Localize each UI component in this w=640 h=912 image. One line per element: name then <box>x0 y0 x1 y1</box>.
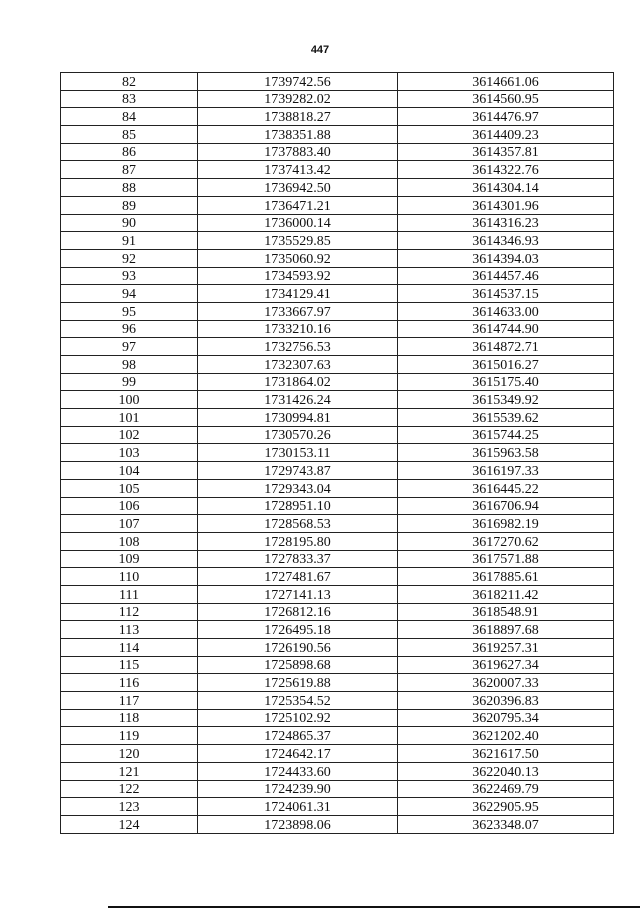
x-coordinate-cell: 1725354.52 <box>198 692 398 710</box>
point-number-cell: 118 <box>61 709 198 727</box>
y-coordinate-cell: 3614661.06 <box>398 73 614 91</box>
x-coordinate-cell: 1724642.17 <box>198 745 398 763</box>
table-row <box>61 798 614 816</box>
y-coordinate-cell: 3614301.96 <box>398 196 614 214</box>
y-coordinate-cell: 3614394.03 <box>398 249 614 267</box>
x-coordinate-cell: 1733210.16 <box>198 320 398 338</box>
x-coordinate-cell: 1735060.92 <box>198 249 398 267</box>
x-coordinate-cell: 1737883.40 <box>198 143 398 161</box>
point-number-cell: 97 <box>61 338 198 356</box>
table-row <box>61 692 614 710</box>
y-coordinate-cell: 3620396.83 <box>398 692 614 710</box>
point-number-cell: 103 <box>61 444 198 462</box>
x-coordinate-cell: 1736471.21 <box>198 196 398 214</box>
point-number-cell: 120 <box>61 745 198 763</box>
point-number-cell: 122 <box>61 780 198 798</box>
x-coordinate-cell: 1733667.97 <box>198 302 398 320</box>
y-coordinate-cell: 3615539.62 <box>398 409 614 427</box>
point-number-cell: 92 <box>61 249 198 267</box>
point-number-cell: 107 <box>61 515 198 533</box>
table-row <box>61 249 614 267</box>
y-coordinate-cell: 3621202.40 <box>398 727 614 745</box>
table-row <box>61 515 614 533</box>
x-coordinate-cell: 1729343.04 <box>198 479 398 497</box>
y-coordinate-cell: 3614357.81 <box>398 143 614 161</box>
table-row <box>61 126 614 144</box>
point-number-cell: 112 <box>61 603 198 621</box>
point-number-cell: 123 <box>61 798 198 816</box>
point-number-cell: 119 <box>61 727 198 745</box>
table-row <box>61 444 614 462</box>
x-coordinate-cell: 1730994.81 <box>198 409 398 427</box>
x-coordinate-cell: 1724239.90 <box>198 780 398 798</box>
x-coordinate-cell: 1727141.13 <box>198 585 398 603</box>
point-number-cell: 94 <box>61 285 198 303</box>
y-coordinate-cell: 3617571.88 <box>398 550 614 568</box>
point-number-cell: 99 <box>61 373 198 391</box>
table-row <box>61 745 614 763</box>
y-coordinate-cell: 3618548.91 <box>398 603 614 621</box>
x-coordinate-cell: 1732307.63 <box>198 356 398 374</box>
table-row <box>61 302 614 320</box>
y-coordinate-cell: 3617885.61 <box>398 568 614 586</box>
point-number-cell: 114 <box>61 639 198 657</box>
point-number-cell: 100 <box>61 391 198 409</box>
x-coordinate-cell: 1728568.53 <box>198 515 398 533</box>
y-coordinate-cell: 3614872.71 <box>398 338 614 356</box>
y-coordinate-cell: 3619257.31 <box>398 639 614 657</box>
y-coordinate-cell: 3614560.95 <box>398 90 614 108</box>
table-row <box>61 267 614 285</box>
point-number-cell: 102 <box>61 426 198 444</box>
y-coordinate-cell: 3620795.34 <box>398 709 614 727</box>
table-row <box>61 479 614 497</box>
point-number-cell: 82 <box>61 73 198 91</box>
y-coordinate-cell: 3619627.34 <box>398 656 614 674</box>
point-number-cell: 83 <box>61 90 198 108</box>
table-row <box>61 762 614 780</box>
x-coordinate-cell: 1734129.41 <box>198 285 398 303</box>
x-coordinate-cell: 1731426.24 <box>198 391 398 409</box>
y-coordinate-cell: 3615963.58 <box>398 444 614 462</box>
x-coordinate-cell: 1739742.56 <box>198 73 398 91</box>
y-coordinate-cell: 3622040.13 <box>398 762 614 780</box>
point-number-cell: 106 <box>61 497 198 515</box>
table-row <box>61 356 614 374</box>
y-coordinate-cell: 3617270.62 <box>398 532 614 550</box>
x-coordinate-cell: 1728195.80 <box>198 532 398 550</box>
x-coordinate-cell: 1729743.87 <box>198 462 398 480</box>
x-coordinate-cell: 1725619.88 <box>198 674 398 692</box>
table-row <box>61 780 614 798</box>
x-coordinate-cell: 1727481.67 <box>198 568 398 586</box>
x-coordinate-cell: 1735529.85 <box>198 232 398 250</box>
point-number-cell: 105 <box>61 479 198 497</box>
point-number-cell: 90 <box>61 214 198 232</box>
table-row <box>61 285 614 303</box>
point-number-cell: 104 <box>61 462 198 480</box>
table-row <box>61 585 614 603</box>
table-row <box>61 568 614 586</box>
y-coordinate-cell: 3614537.15 <box>398 285 614 303</box>
y-coordinate-cell: 3615175.40 <box>398 373 614 391</box>
x-coordinate-cell: 1731864.02 <box>198 373 398 391</box>
point-number-cell: 121 <box>61 762 198 780</box>
y-coordinate-cell: 3615349.92 <box>398 391 614 409</box>
x-coordinate-cell: 1723898.06 <box>198 815 398 833</box>
x-coordinate-cell: 1730153.11 <box>198 444 398 462</box>
x-coordinate-cell: 1738818.27 <box>198 108 398 126</box>
table-row <box>61 196 614 214</box>
point-number-cell: 111 <box>61 585 198 603</box>
page-number: 447 <box>310 44 330 56</box>
point-number-cell: 101 <box>61 409 198 427</box>
table-row <box>61 143 614 161</box>
table-row <box>61 214 614 232</box>
x-coordinate-cell: 1734593.92 <box>198 267 398 285</box>
x-coordinate-cell: 1724061.31 <box>198 798 398 816</box>
table-row <box>61 639 614 657</box>
point-number-cell: 110 <box>61 568 198 586</box>
point-number-cell: 86 <box>61 143 198 161</box>
y-coordinate-cell: 3615016.27 <box>398 356 614 374</box>
y-coordinate-cell: 3614346.93 <box>398 232 614 250</box>
point-number-cell: 84 <box>61 108 198 126</box>
point-number-cell: 93 <box>61 267 198 285</box>
table-row <box>61 550 614 568</box>
point-number-cell: 117 <box>61 692 198 710</box>
point-number-cell: 85 <box>61 126 198 144</box>
y-coordinate-cell: 3616982.19 <box>398 515 614 533</box>
point-number-cell: 109 <box>61 550 198 568</box>
y-coordinate-cell: 3618211.42 <box>398 585 614 603</box>
point-number-cell: 98 <box>61 356 198 374</box>
table-row <box>61 426 614 444</box>
x-coordinate-cell: 1728951.10 <box>198 497 398 515</box>
table-row <box>61 462 614 480</box>
y-coordinate-cell: 3614322.76 <box>398 161 614 179</box>
table-row <box>61 179 614 197</box>
x-coordinate-cell: 1738351.88 <box>198 126 398 144</box>
y-coordinate-cell: 3614476.97 <box>398 108 614 126</box>
table-row <box>61 338 614 356</box>
y-coordinate-cell: 3614316.23 <box>398 214 614 232</box>
table-row <box>61 391 614 409</box>
table-row <box>61 532 614 550</box>
x-coordinate-cell: 1736000.14 <box>198 214 398 232</box>
y-coordinate-cell: 3615744.25 <box>398 426 614 444</box>
x-coordinate-cell: 1726495.18 <box>198 621 398 639</box>
coordinates-table-body <box>61 73 614 834</box>
table-row <box>61 727 614 745</box>
x-coordinate-cell: 1725898.68 <box>198 656 398 674</box>
table-row <box>61 320 614 338</box>
table-row <box>61 815 614 833</box>
table-row <box>61 73 614 91</box>
x-coordinate-cell: 1726812.16 <box>198 603 398 621</box>
table-row <box>61 621 614 639</box>
point-number-cell: 116 <box>61 674 198 692</box>
table-row <box>61 161 614 179</box>
x-coordinate-cell: 1726190.56 <box>198 639 398 657</box>
y-coordinate-cell: 3616197.33 <box>398 462 614 480</box>
x-coordinate-cell: 1736942.50 <box>198 179 398 197</box>
x-coordinate-cell: 1737413.42 <box>198 161 398 179</box>
table-row <box>61 232 614 250</box>
y-coordinate-cell: 3616445.22 <box>398 479 614 497</box>
coordinates-table <box>60 72 614 834</box>
y-coordinate-cell: 3614633.00 <box>398 302 614 320</box>
table-row <box>61 674 614 692</box>
point-number-cell: 115 <box>61 656 198 674</box>
point-number-cell: 89 <box>61 196 198 214</box>
y-coordinate-cell: 3614409.23 <box>398 126 614 144</box>
point-number-cell: 91 <box>61 232 198 250</box>
table-row <box>61 409 614 427</box>
x-coordinate-cell: 1739282.02 <box>198 90 398 108</box>
point-number-cell: 87 <box>61 161 198 179</box>
y-coordinate-cell: 3614744.90 <box>398 320 614 338</box>
point-number-cell: 113 <box>61 621 198 639</box>
x-coordinate-cell: 1730570.26 <box>198 426 398 444</box>
table-row <box>61 497 614 515</box>
x-coordinate-cell: 1732756.53 <box>198 338 398 356</box>
table-row <box>61 108 614 126</box>
bottom-rule <box>108 906 640 908</box>
table-row <box>61 709 614 727</box>
point-number-cell: 96 <box>61 320 198 338</box>
y-coordinate-cell: 3614304.14 <box>398 179 614 197</box>
y-coordinate-cell: 3614457.46 <box>398 267 614 285</box>
point-number-cell: 108 <box>61 532 198 550</box>
y-coordinate-cell: 3616706.94 <box>398 497 614 515</box>
y-coordinate-cell: 3622905.95 <box>398 798 614 816</box>
table-row <box>61 603 614 621</box>
point-number-cell: 95 <box>61 302 198 320</box>
table-row <box>61 373 614 391</box>
x-coordinate-cell: 1725102.92 <box>198 709 398 727</box>
y-coordinate-cell: 3622469.79 <box>398 780 614 798</box>
y-coordinate-cell: 3618897.68 <box>398 621 614 639</box>
x-coordinate-cell: 1724433.60 <box>198 762 398 780</box>
table-row <box>61 656 614 674</box>
x-coordinate-cell: 1724865.37 <box>198 727 398 745</box>
y-coordinate-cell: 3623348.07 <box>398 815 614 833</box>
point-number-cell: 88 <box>61 179 198 197</box>
x-coordinate-cell: 1727833.37 <box>198 550 398 568</box>
table-row <box>61 90 614 108</box>
point-number-cell: 124 <box>61 815 198 833</box>
y-coordinate-cell: 3621617.50 <box>398 745 614 763</box>
y-coordinate-cell: 3620007.33 <box>398 674 614 692</box>
